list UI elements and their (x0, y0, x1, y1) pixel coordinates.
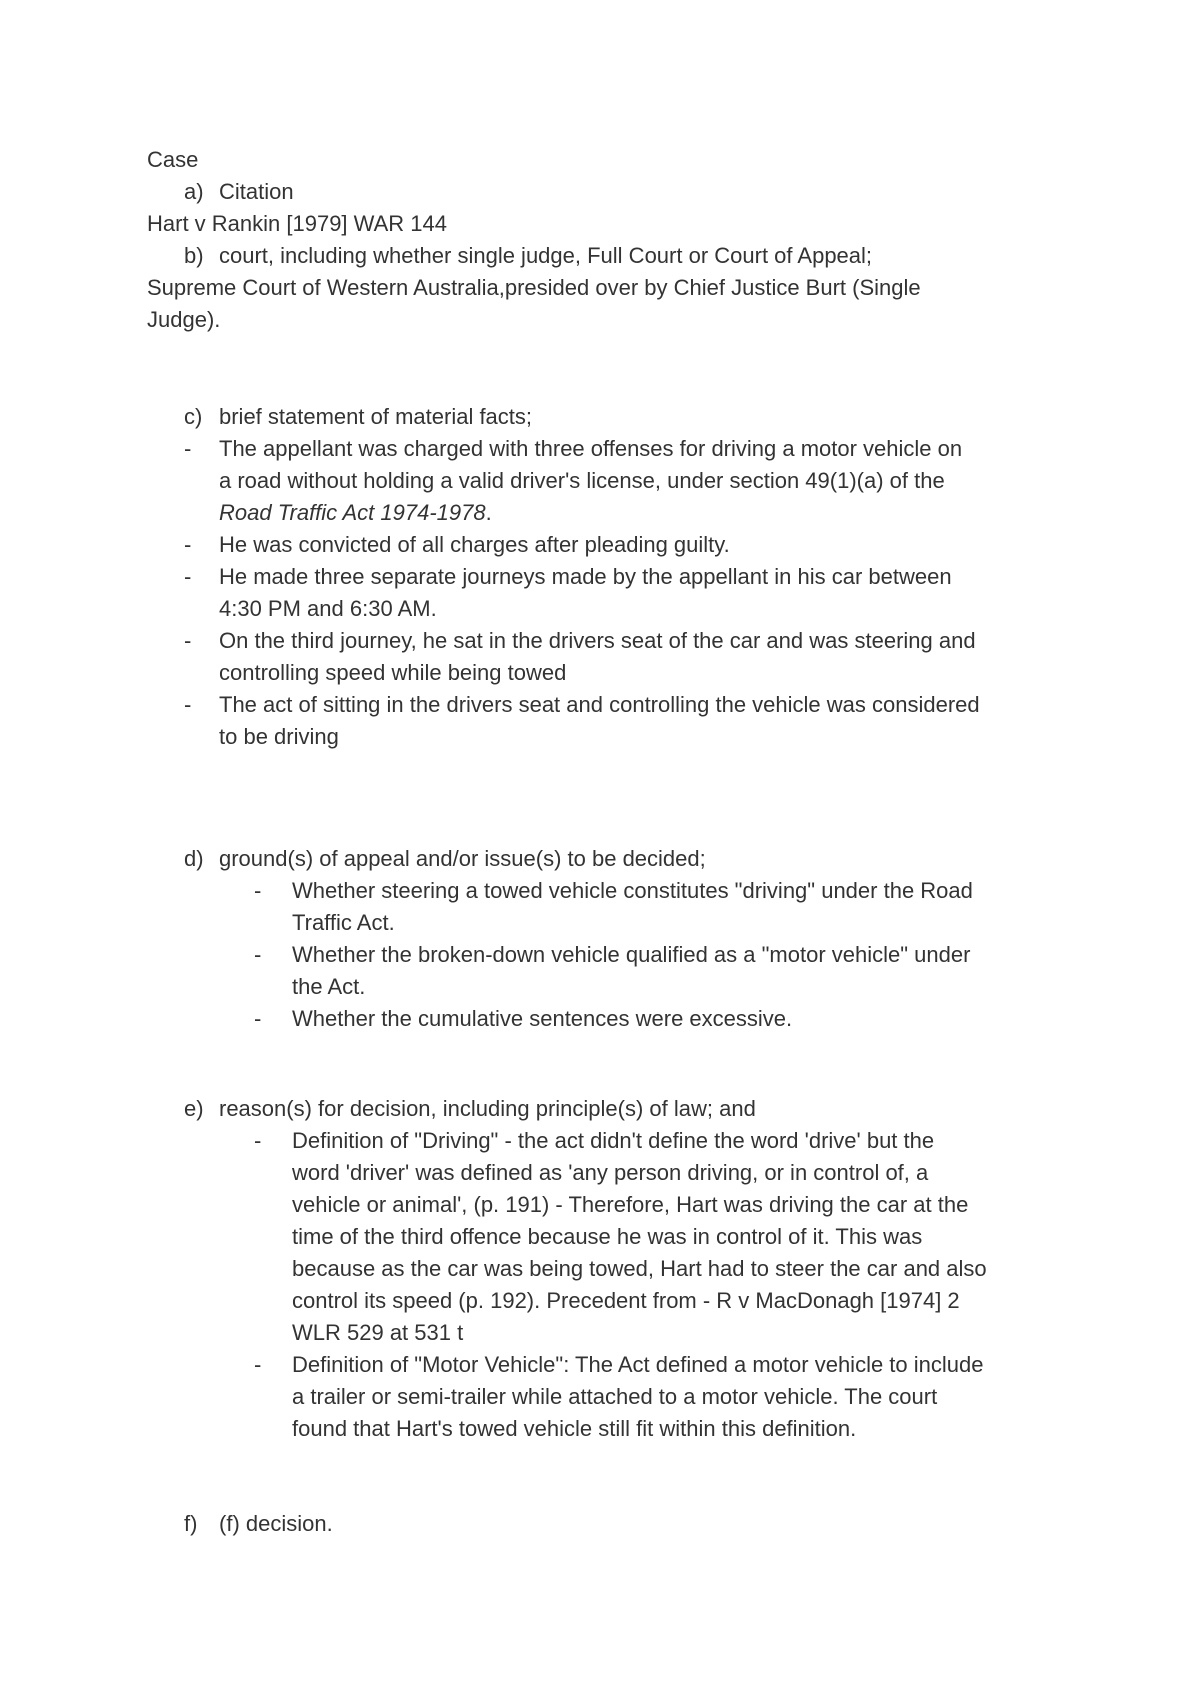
section-a-heading: Citation (219, 179, 294, 204)
bullet-dash: - (184, 532, 192, 557)
issue-line: Whether the broken-down vehicle qualified as a "motor vehicle" under (292, 942, 971, 967)
fact-line: to be driving (219, 724, 339, 749)
reason-line: a trailer or semi-trailer while attached to a motor vehicle. The court (292, 1384, 938, 1409)
section-d-heading: ground(s) of appeal and/or issue(s) to be decided; (219, 846, 706, 871)
act-name: Road Traffic Act 1974-1978 (219, 500, 486, 525)
bullet-dash: - (184, 436, 192, 461)
section-a-answer: Hart v Rankin [1979] WAR 144 (147, 211, 447, 236)
fact-line: controlling speed while being towed (219, 660, 567, 685)
fact-line: The appellant was charged with three offenses for driving a motor vehicle on (219, 436, 963, 461)
bullet-dash: - (254, 942, 262, 967)
reason-line: WLR 529 at 531 t (292, 1320, 464, 1345)
bullet-dash: - (254, 1128, 262, 1153)
bullet-dash: - (184, 692, 192, 717)
section-e-heading: reason(s) for decision, including principle(s) of law; and (219, 1096, 756, 1121)
section-f-heading: (f) decision. (219, 1511, 333, 1536)
fact-line: 4:30 PM and 6:30 AM. (219, 596, 437, 621)
section-b-heading: court, including whether single judge, Full Court or Court of Appeal; (219, 243, 873, 268)
bullet-dash: - (184, 564, 192, 589)
bullet-dash: - (254, 1352, 262, 1377)
section-f-label: f) (184, 1511, 198, 1536)
issue-line: Traffic Act. (292, 910, 395, 935)
fact-line: On the third journey, he sat in the drivers seat of the car and was steering and (219, 628, 976, 653)
section-b-answer-line: Judge). (147, 307, 221, 332)
fact-line: The act of sitting in the drivers seat and controlling the vehicle was considered (219, 692, 980, 717)
section-e-label: e) (184, 1096, 204, 1121)
section-d-label: d) (184, 846, 204, 871)
reason-line: Definition of "Motor Vehicle": The Act defined a motor vehicle to include (292, 1352, 984, 1377)
fact-end: . (485, 500, 492, 525)
issue-line: the Act. (292, 974, 366, 999)
section-b-answer-line: Supreme Court of Western Australia,presided over by Chief Justice Burt (Single (147, 275, 921, 300)
fact-line: He made three separate journeys made by the appellant in his car between (219, 564, 952, 589)
section-b-label: b) (184, 243, 204, 268)
reason-line: word 'driver' was defined as 'any person driving, or in control of, a (292, 1160, 929, 1185)
fact-line: a road without holding a valid driver's license, under section 49(1)(a) of the (219, 468, 945, 493)
bullet-dash: - (184, 628, 192, 653)
reason-line: time of the third offence because he was in control of it. This was (292, 1224, 923, 1249)
reason-line: Definition of "Driving" - the act didn't define the word 'drive' but the (292, 1128, 935, 1153)
section-c-label: c) (184, 404, 203, 429)
reason-line: control its speed (p. 192). Precedent from - R v MacDonagh [1974] 2 (292, 1288, 960, 1313)
reason-line: because as the car was being towed, Hart had to steer the car and also (292, 1256, 987, 1281)
fact-line: He was convicted of all charges after pleading guilty. (219, 532, 730, 557)
bullet-dash: - (254, 878, 262, 903)
bullet-dash: - (254, 1006, 262, 1031)
reason-line: found that Hart's towed vehicle still fit within this definition. (292, 1416, 857, 1441)
reason-line: vehicle or animal', (p. 191) - Therefore, Hart was driving the car at the (292, 1192, 969, 1217)
section-c-heading: brief statement of material facts; (219, 404, 533, 429)
issue-line: Whether the cumulative sentences were excessive. (292, 1006, 793, 1031)
issue-line: Whether steering a towed vehicle constitutes "driving" under the Road (292, 878, 973, 903)
section-a-label: a) (184, 179, 204, 204)
fact-line (219, 497, 492, 529)
document-title: Case (147, 147, 199, 172)
